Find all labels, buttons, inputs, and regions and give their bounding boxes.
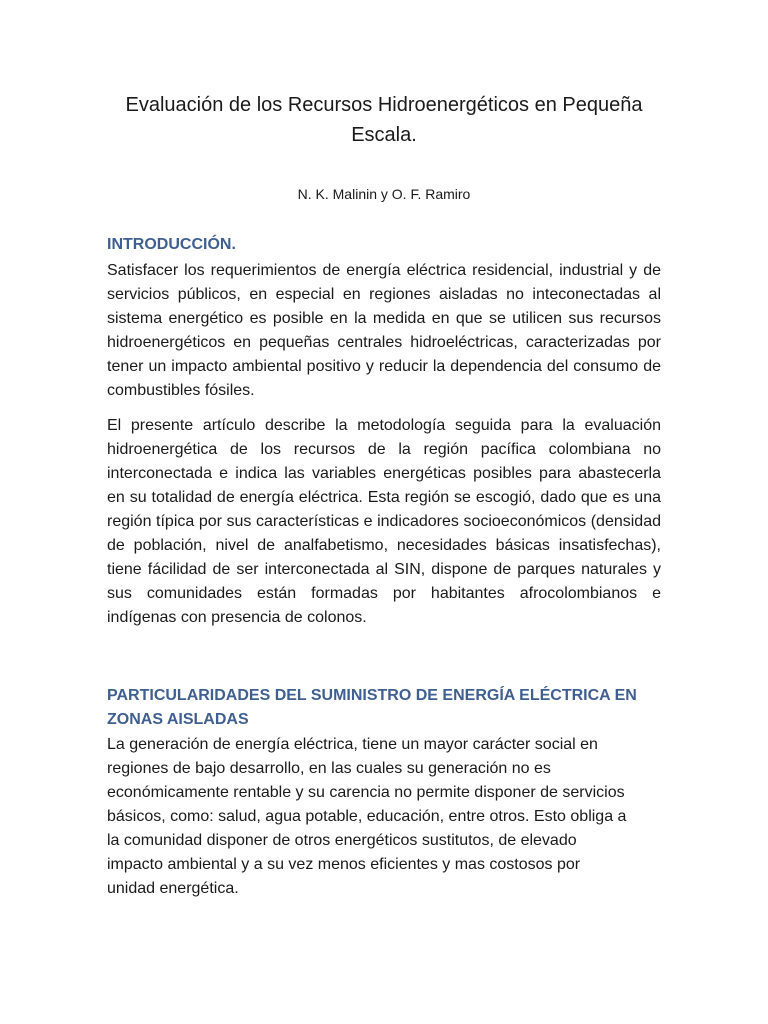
- paragraph-intro-1: Satisfacer los requerimientos de energía eléctrica residencial, industrial y de servicios públicos, en especial en regiones aisladas no inteconectadas al sistema energético es posible en la medida en que se utilicen sus recursos hidroenergéticos en pequeñas centrales hidroeléctricas, caracterizadas por tener un impacto ambiental positivo y reducir la dependencia del consumo de combustibles fósiles.: [107, 262, 661, 399]
- document-authors: N. K. Malinin y O. F. Ramiro: [297, 186, 471, 202]
- paragraph-intro-2: El presente artículo describe la metodología seguida para la evaluación hidroenergética de los recursos de la región pacífica colombiana no interconectada e indica las variables energéticas posibles para abastecerla en su totalidad de energía eléctrica. Esta región se escogió, dado que es una región típica por sus características e indicadores socioeconómicos (densidad de población, nivel de analfabetismo, necesidades básicas insatisfechas), tiene fácilidad de ser interconectada al SIN, dispone de parques naturales y sus comunidades están formadas por habitantes afrocolombianos e indígenas con presencia de colonos.: [107, 417, 661, 626]
- section-heading-particularidades: PARTICULARIDADES DEL SUMINISTRO DE ENERGÍA ELÉCTRICA EN ZONAS AISLADAS: [107, 687, 637, 728]
- paragraph-particularidades-1: La generación de energía eléctrica, tiene un mayor carácter social en regiones de bajo desarrollo, en las cuales su generación no es económicamente rentable y su carencia no permite disponer de servicios básicos, como: salud, agua potable, educación, entre otros. Esto obliga a la comunidad disponer de otros energéticos sustitutos, de elevado impacto ambiental y a su vez menos eficientes y mas costosos por unidad energética.: [107, 736, 627, 897]
- section-heading-introduccion: INTRODUCCIÓN.: [107, 236, 236, 253]
- document-title: Evaluación de los Recursos Hidroenergéticos en Pequeña Escala.: [125, 94, 643, 146]
